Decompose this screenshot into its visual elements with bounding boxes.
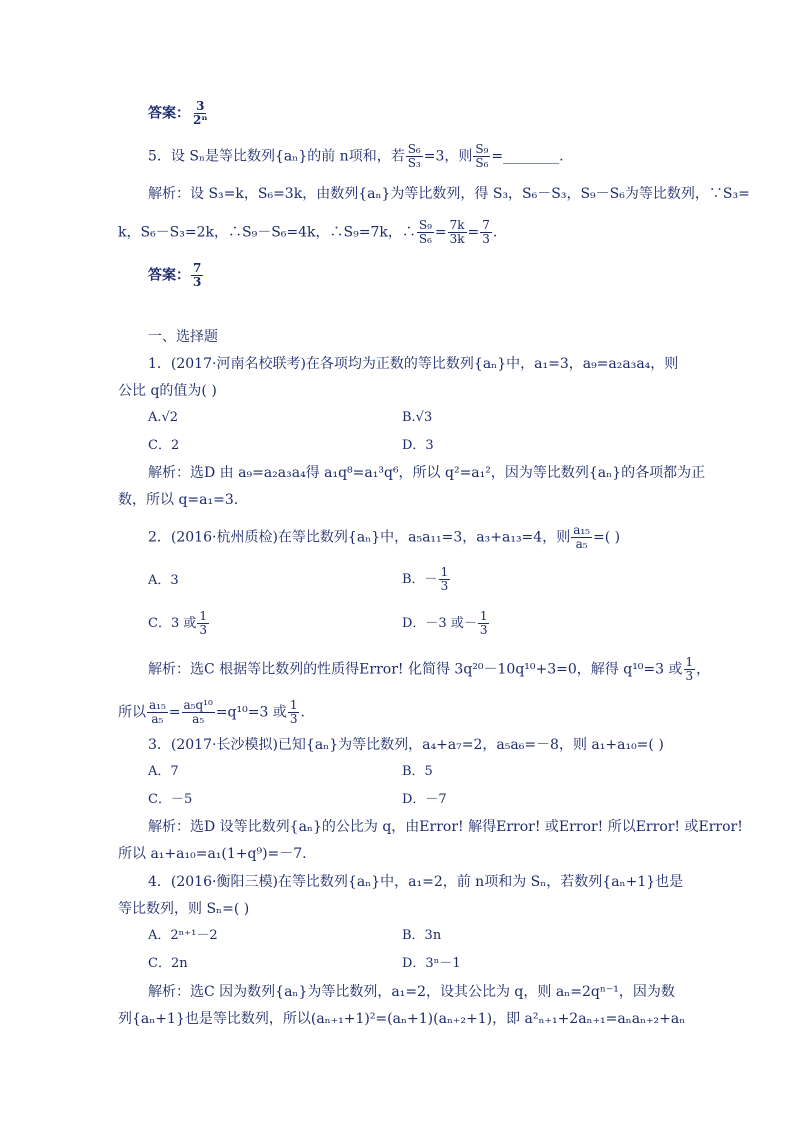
- p3-option-a: A．7: [148, 764, 179, 779]
- p4-option-c: C．2n: [148, 956, 188, 971]
- p3-option-b: B．5: [402, 764, 433, 779]
- p1-option-c: C．2: [148, 438, 180, 453]
- p3-option-d: D．－7: [402, 792, 447, 807]
- p1-option-a: A.√2: [148, 410, 179, 425]
- p2-solution-line2: 所以 $\frac{\text{a₁₅}}{\text{a₅}}$ = $\frac{\text{a₅q¹⁰}}{\text{a₅}}$ =q¹⁰=3 或 $\frac{1}{3}$ .: [118, 698, 305, 726]
- p3-option-c: C．－5: [148, 792, 193, 807]
- section-title: 一、选择题: [148, 329, 218, 345]
- q5-question: 5．设 Sₙ是等比数列{aₙ}的前 n项和，若 $\frac{\text{S₆}}{\text{S₃}}$ =3，则 $\frac{\text{S₉}}{\text{S₆}}$ =________.: [148, 142, 564, 170]
- p3-solution-line1: 解析：选D 设等比数列{aₙ}的公比为 q，由Error! 解得Error! 或Error! 所以Error! 或Error!: [148, 819, 743, 835]
- q5-solution-line2: k，S₆－S₃=2k，∴S₉－S₆=4k，∴S₉=7k，∴ $\frac{\text{S₉}}{\text{S₆}}$ = $\frac{7k}{3k}$ = $\frac{7}{3}$ .: [118, 218, 498, 246]
- p2-option-b: B．－ $\frac{1}{3}$: [402, 565, 449, 593]
- p4-line1: 4．(2016·衡阳三模)在等比数列{aₙ}中，a₁=2，前 n项和为 Sₙ，若数列{aₙ+1}也是: [148, 874, 684, 890]
- p4-option-d: D．3ⁿ－1: [402, 956, 461, 971]
- q5-answer: 答案： $\frac{7}{3}$: [148, 261, 202, 289]
- p4-solution-line2: 列{aₙ+1}也是等比数列，所以(aₙ₊₁+1)²=(aₙ+1)(aₙ₊₂+1)，即 a²ₙ₊₁+2aₙ₊₁=aₙaₙ₊₂+aₙ: [118, 1011, 686, 1027]
- prev-answer: 答案： $\frac{3}{\text{2ⁿ}}$: [148, 99, 208, 127]
- p4-option-b: B．3n: [402, 928, 442, 943]
- p1-solution-line2: 数，所以 q=a₁=3.: [118, 492, 239, 508]
- p2-line1: 2．(2016·杭州质检)在等比数列{aₙ}中，a₅a₁₁=3，a₃+a₁₃=4，则 $\frac{\text{a₁₅}}{\text{a₅}}$ =( ): [148, 523, 621, 551]
- p2-option-c: C．3 或 $\frac{1}{3}$: [148, 609, 207, 637]
- p3-line1: 3．(2017·长沙模拟)已知{aₙ}为等比数列，a₄+a₇=2，a₅a₆=－8，则 a₁+a₁₀=( ): [148, 737, 664, 753]
- p4-option-a: A．2ⁿ⁺¹－2: [148, 928, 218, 943]
- p2-option-a: A．3: [148, 573, 179, 588]
- p1-solution-line1: 解析：选D 由 a₉=a₂a₃a₄得 a₁q⁸=a₁³q⁶，所以 q²=a₁²，因为等比数列{aₙ}的各项都为正: [148, 465, 706, 481]
- p2-option-d: D．－3 或－ $\frac{1}{3}$: [402, 609, 488, 637]
- q5-solution-line1: 解析：设 S₃=k，S₆=3k，由数列{aₙ}为等比数列，得 S₃，S₆－S₃，S₉－S₆为等比数列，∵S₃=: [148, 186, 750, 202]
- p1-line2: 公比 q的值为( ): [118, 383, 217, 399]
- p3-solution-line2: 所以 a₁+a₁₀=a₁(1+q⁹)=－7.: [118, 846, 307, 862]
- p2-solution-line1: 解析：选C 根据等比数列的性质得Error! 化简得 3q²⁰－10q¹⁰+3=0，解得 q¹⁰=3 或 $\frac{1}{3}$ ，: [148, 655, 711, 683]
- p4-solution-line1: 解析：选C 因为数列{aₙ}为等比数列，a₁=2，设其公比为 q，则 aₙ=2qⁿ⁻¹，因为数: [148, 984, 675, 1000]
- prev-answer-fraction: $\frac{3}{\text{2ⁿ}}$: [193, 99, 208, 127]
- p1-option-b: B.√3: [402, 410, 433, 425]
- p1-line1: 1．(2017·河南名校联考)在各项均为正数的等比数列{aₙ}中，a₁=3，a₉=a₂a₃a₄，则: [148, 356, 679, 372]
- p1-option-d: D．3: [402, 438, 434, 453]
- p4-line2: 等比数列，则 Sₙ=( ): [118, 901, 250, 917]
